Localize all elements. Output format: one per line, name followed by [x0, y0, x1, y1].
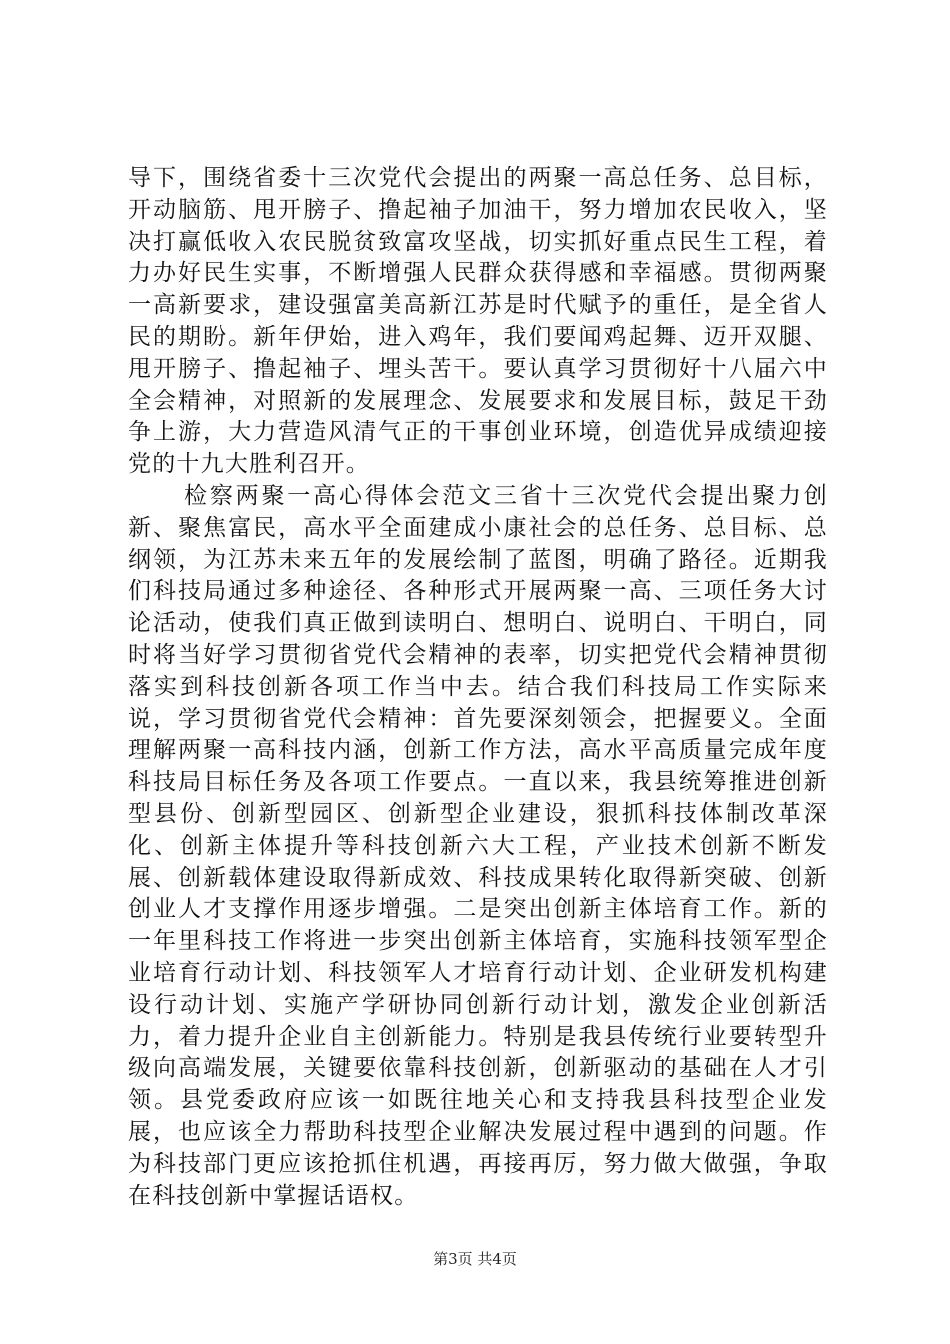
page-number-footer: 第3页 共4页: [433, 1250, 517, 1268]
document-body: [128, 163, 828, 1212]
paragraph-continued: 导下，围绕省委十三次党代会提出的两聚一高总任务、总目标，开动脑筋、甩开膀子、撸起袖子加油干，努力增加农民收入，坚决打赢低收入农民脱贫致富攻坚战，切实抓好重点民生工程，着力办好民生实事，不断增强人民群众获得感和幸福感。贯彻两聚一高新要求，建设强富美高新江苏是时代赋予的重任，是全省人民的期盼。新年伊始，进入鸡年，我们要闻鸡起舞、迈开双腿、甩开膀子、撸起袖子、埋头苦干。要认真学习贯彻好十八届六中全会精神，对照新的发展理念、发展要求和发展目标，鼓足干劲争上游，大力营造风清气正的干事创业环境，创造优异成绩迎接党的十九大胜利召开。: [128, 165, 828, 478]
paragraph-essay-three: 检察两聚一高心得体会范文三省十三次党代会提出聚力创新、聚焦富民，高水平全面建成小康社会的总任务、总目标、总纲领，为江苏未来五年的发展绘制了蓝图，明确了路径。近期我们科技局通过多种途径、各种形式开展两聚一高、三项任务大讨论活动，使我们真正做到读明白、想明白、说明白、干明白，同时将当好学习贯彻省党代会精神的表率，切实把党代会精神贯彻落实到科技创新各项工作当中去。结合我们科技局工作实际来说，学习贯彻省党代会精神：首先要深刻领会，把握要义。全面理解两聚一高科技内涵，创新工作方法，高水平高质量完成年度科技局目标任务及各项工作要点。一直以来，我县统筹推进创新型县份、创新型园区、创新型企业建设，狠抓科技体制改革深化、创新主体提升等科技创新六大工程，产业技术创新不断发展、创新载体建设取得新成效、科技成果转化取得新突破、创新创业人才支撑作用逐步增强。二是突出创新主体培育工作。新的一年里科技工作将进一步突出创新主体培育，实施科技领军型企业培育行动计划、科技领军人才培育行动计划、企业研发机构建设行动计划、实施产学研协同创新行动计划，激发企业创新活力，着力提升企业自主创新能力。特别是我县传统行业要转型升级向高端发展，关键要依靠科技创新，创新驱动的基础在人才引领。县党委政府应该一如既往地关心和支持我县科技型企业发展，也应该全力帮助科技型企业解决发展过程中遇到的问题。作为科技部门更应该抢抓住机遇，再接再厉，努力做大做强，争取在科技创新中掌握话语权。: [128, 482, 828, 1209]
